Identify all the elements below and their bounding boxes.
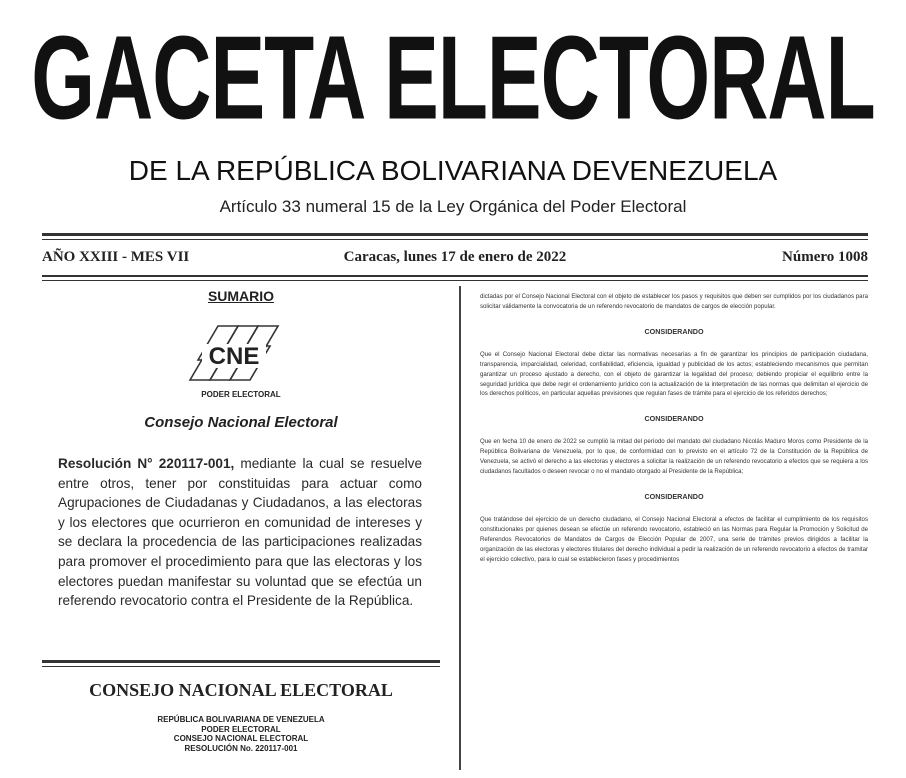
resolution-number: Resolución N° 220117-001, — [58, 456, 235, 471]
column-divider — [459, 286, 461, 770]
paragraph: Que en fecha 10 de enero de 2022 se cumplió la mitad del período del mandato del ciudadano Nicolás Maduro Moros como Presidente de la República Bolivariana de Venezuela, por lo que, de conformidad con lo previsto en el artículo 72 de la Constitución de la República de Venezuela, se activó el derecho a las electoras y electores a solicitar la realización de un referendo revocatorio a efectos que se requiera a los ciudadanos facultados o deseen revocar o no el mandato otorgado al Presidente de la República; — [480, 438, 868, 476]
considerando-heading: CONSIDERANDO — [644, 491, 704, 501]
cne-logo-text: CNE — [208, 343, 260, 370]
res-line: RESOLUCIÓN No. 220117-001 — [184, 743, 298, 753]
gazette-title: GACETA ELECTORAL — [31, 12, 875, 145]
paragraph: dictadas por el Consejo Nacional Electoral con el objeto de establecer los pasos y requisitos que deben ser cumplidos por los ciudadanos para solicitar válidamente la convocatoria de un referendo revocatorio de mandatos de cargos de elección popular. — [480, 293, 868, 310]
logo-subtext: PODER ELECTORAL — [201, 390, 281, 399]
republic-subtitle: DE LA REPÚBLICA BOLIVARIANA DEVENEZUELA — [128, 155, 778, 186]
considerando-heading: CONSIDERANDO — [644, 326, 704, 336]
resolution-header-block — [42, 715, 440, 753]
legal-basis: Artículo 33 numeral 15 de la Ley Orgánica del Poder Electoral — [219, 197, 687, 216]
resolution-text: mediante la cual se resuelve entre otros, tener por constituidas para actuar como Agrupaciones de Ciudadanas y Ciudadanos, a las electoras y los electores que ocurrieron en comunidad de intereses y se declara la procedencia de las participaciones realizadas para promover el procedimiento para que las electoras y los electores puedan manifestar su voluntad que se efectúa un referendo revocatorio contra el Presidente de la República. — [58, 456, 423, 609]
left-section-rule-thin — [42, 666, 440, 667]
top-rule — [42, 233, 868, 236]
res-line: CONSEJO NACIONAL ELECTORAL — [173, 734, 309, 743]
considerando-heading: CONSIDERANDO — [644, 414, 704, 424]
issue-infobar — [42, 249, 868, 271]
sumario-heading: SUMARIO — [207, 288, 275, 304]
council-heading: CONSEJO NACIONAL ELECTORAL — [89, 680, 393, 700]
infobar-rule-thin — [42, 280, 868, 281]
year-month: AÑO XXIII - MES VII — [42, 249, 190, 265]
left-section-rule — [42, 660, 440, 663]
res-line: PODER ELECTORAL — [201, 724, 281, 734]
infobar-rule — [42, 275, 868, 277]
paragraph: Que tratándose del ejercicio de un derecho ciudadano, el Consejo Nacional Electoral a efectos de facilitar el cumplimiento de los requisitos constitucionales por quienes desean se efectúe un referendo revocatorio, estableció en las Normas para Regular la Promoción y Solicitud de Referendos Revocatorios de Mandatos de Cargos de Elección Popular de 2007, una serie de trámites previos dirigidos a facilitar la organización de las electoras y electores titulares del derecho individual a pedir la realización de un referendo revocatorio a efectos de tramitar el ejercicio colectivo, para lo cual se establecieron fases y procedimientos — [480, 515, 868, 563]
res-line: REPÚBLICA BOLIVARIANA DE VENEZUELA — [157, 715, 325, 724]
place-date: Caracas, lunes 17 de enero de 2022 — [343, 249, 567, 265]
paragraph: Que el Consejo Nacional Electoral debe dictar las normativas necesarias a fin de garantizar los principios de participación ciudadana, transparencia, imparcialidad, celeridad, confiabilidad, eficiencia, igualdad y publicidad de los actos; estableciendo mecanismos que permitan garantizar un proceso ajustado a derecho, con el objeto de garantizar la legalidad del proceso; debiendo propiciar el equilibrio entre la seguridad jurídica que debe regir el ordenamiento jurídico con la actualización de la interpretación de las normas que delimitan el ejercicio de los derechos políticos, en particular aquellas previsiones que regulan fases de trámite para el ejercicio de los referidos derechos; — [480, 350, 868, 398]
resolution-summary — [58, 454, 422, 611]
issue-number: Número 1008 — [782, 249, 868, 265]
cne-logo — [180, 318, 290, 388]
top-rule-thin — [42, 239, 868, 240]
issuer-name: Consejo Nacional Electoral — [144, 414, 338, 431]
right-column — [480, 292, 868, 565]
